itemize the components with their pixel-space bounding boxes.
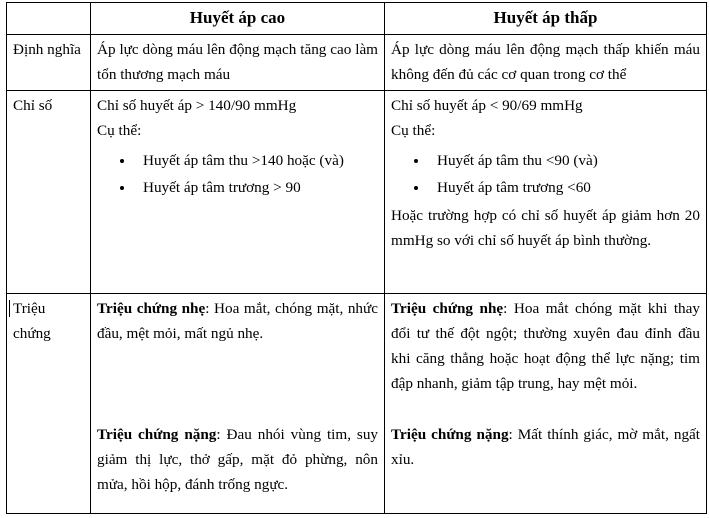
- header-high-blood-pressure: Huyết áp cao: [91, 3, 385, 35]
- definition-low: Áp lực dòng máu lên động mạch thấp khiến máu không đến đủ các cơ quan trong cơ thể: [385, 35, 707, 91]
- symptoms-high-severe: [97, 422, 378, 497]
- index-low-note: Hoặc trường hợp có chỉ số huyết áp giảm hơn 20 mmHg so với chỉ số huyết áp bình thường.: [391, 207, 700, 249]
- symptoms-row: [7, 294, 707, 514]
- comparison-table: [6, 2, 707, 514]
- mild-text: : Hoa mắt chóng mặt khi thay đổi tư thế đột ngột; thường xuyên đau đỉnh đầu khi căng thẳng hoặc hoạt động thể lực nặng; tim đập nhanh, giảm tập trung, hay mệt mỏi.: [391, 300, 700, 392]
- definition-row: [7, 35, 707, 91]
- definition-label: Định nghĩa: [7, 35, 91, 91]
- list-item: • Huyết áp tâm thu >140 hoặc (và): [135, 147, 378, 174]
- index-high-cell: [91, 91, 385, 294]
- mild-label: Triệu chứng nhẹ: [391, 300, 504, 317]
- symptoms-low-cell: [385, 294, 707, 514]
- list-item: • Huyết áp tâm trương > 90: [135, 174, 378, 201]
- index-label: Chỉ số: [7, 91, 91, 294]
- symptoms-high-mild: [97, 296, 378, 346]
- mild-text: : Hoa mắt, chóng mặt, nhức đầu, mệt mỏi, mất ngủ nhẹ.: [97, 300, 378, 342]
- index-low-cell: [385, 91, 707, 294]
- index-row: [7, 91, 707, 294]
- mild-label: Triệu chứng nhẹ: [97, 300, 206, 317]
- index-high-main: Chỉ số huyết áp > 140/90 mmHg: [97, 97, 297, 114]
- header-empty-cell: [7, 3, 91, 35]
- header-low-blood-pressure: Huyết áp thấp: [385, 3, 707, 35]
- symptoms-label: Triệu chứng: [9, 300, 51, 342]
- list-item: • Huyết áp tâm trương <60: [429, 174, 700, 201]
- index-high-list: [97, 147, 378, 201]
- spacer: [391, 396, 700, 422]
- severe-text: : Mất thính giác, mờ mắt, ngất xỉu.: [391, 426, 701, 468]
- symptoms-low-mild: [391, 296, 700, 396]
- severe-text: : Đau nhói vùng tim, suy giảm thị lực, thở gấp, mặt đỏ phừng, nôn mửa, hồi hộp, đánh trống ngực.: [97, 426, 379, 493]
- symptoms-low-severe: [391, 422, 700, 472]
- definition-high: Áp lực dòng máu lên động mạch tăng cao làm tổn thương mạch máu: [91, 35, 385, 91]
- index-low-main: Chỉ số huyết áp < 90/69 mmHg: [391, 97, 583, 114]
- severe-label: Triệu chứng nặng: [97, 426, 217, 443]
- index-low-detail: Cụ thể:: [391, 122, 436, 139]
- index-high-detail: Cụ thể:: [97, 122, 142, 139]
- list-item: • Huyết áp tâm thu <90 (và): [429, 147, 700, 174]
- spacer: [97, 346, 378, 422]
- symptoms-label-cell: [7, 294, 91, 514]
- header-row: [7, 3, 707, 35]
- severe-label: Triệu chứng nặng: [391, 426, 509, 443]
- symptoms-high-cell: [91, 294, 385, 514]
- index-low-list: [391, 147, 700, 201]
